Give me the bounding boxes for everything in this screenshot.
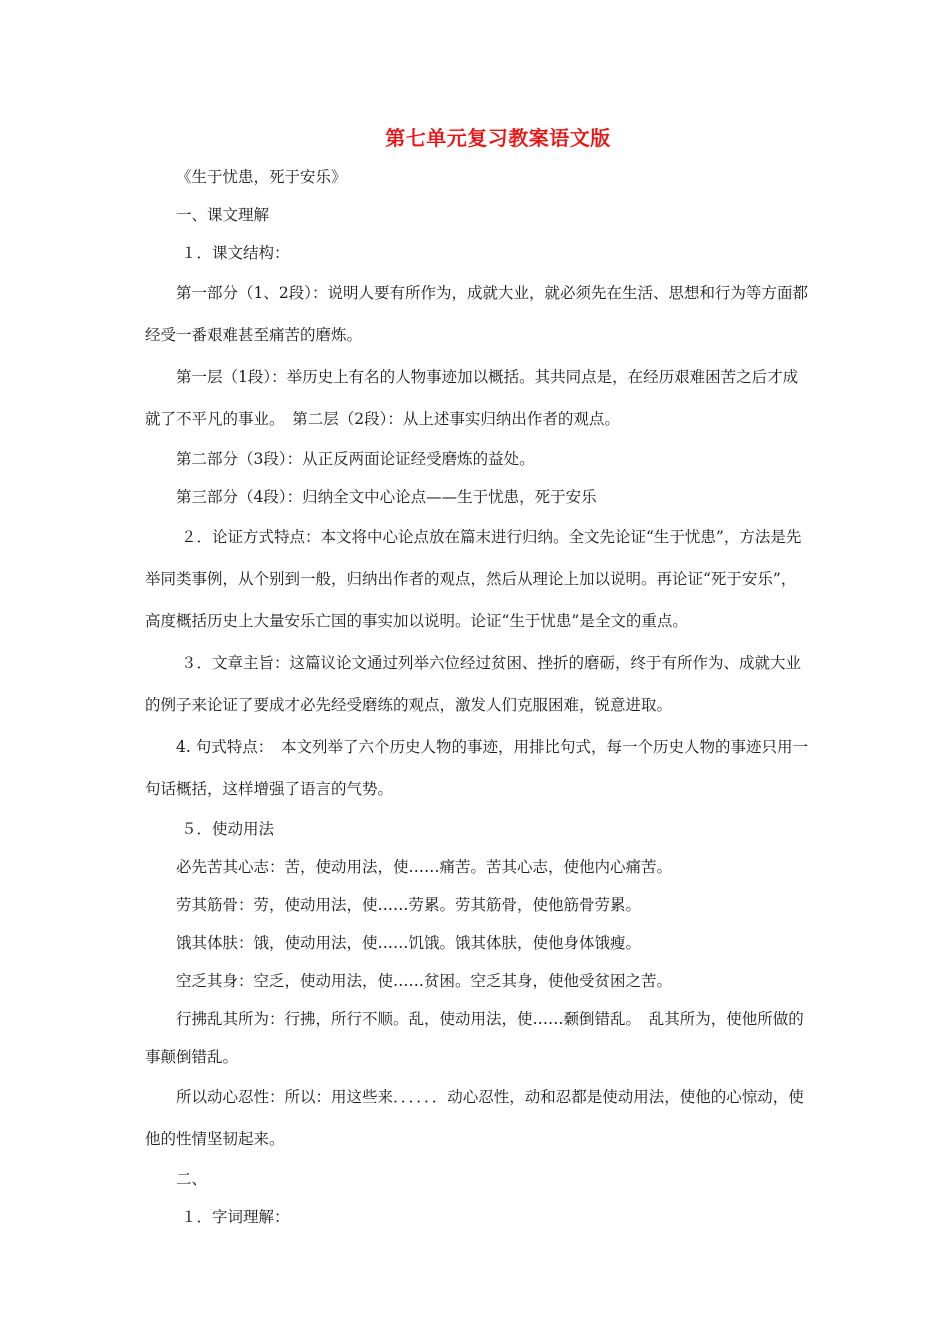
document-body [145, 158, 810, 1236]
section-heading-2: 二、 [176, 1170, 208, 1188]
paragraph-main-idea: ３．文章主旨：这篇议论文通过列举六位经过贫困、挫折的磨砺，终于有所作为、成就大业的例子来论证了要成才必先经受磨练的观点，激发人们克服困难，锐意进取。 [145, 654, 802, 714]
paragraph-sentence-features: 4. 句式特点： 本文列举了六个历史人物的事迹，用排比句式，每一个历史人物的事迹只用一句话概括，这样增强了语言的气势。 [145, 738, 808, 798]
example-line-1: 必先苦其心志：苦，使动用法，使……痛苦。苦其心志，使他内心痛苦。 [176, 858, 673, 876]
example-line-2: 劳其筋骨：劳，使动用法，使……劳累。劳其筋骨，使他筋骨劳累。 [176, 896, 642, 914]
example-line-5: 行拂乱其所为：行拂，所行不顺。乱，使动用法，使……颡倒错乱。 乱其所为，使他所做的事颠倒错乱。 [145, 1010, 804, 1066]
subheading-structure: １．课文结构： [181, 244, 290, 262]
text-title-reference: 《生于忧患，死于安乐》 [176, 168, 347, 186]
paragraph-part-three: 第三部分（4段）：归纳全文中心论点——生于忧患，死于安乐 [176, 488, 597, 506]
section-heading-1: 一、课文理解 [176, 206, 270, 224]
example-line-6: 所以动心忍性：所以：用这些来．．．．．．动心忍性，动和忍都是使动用法，使他的心惊动，使他的性情坚韧起来。 [145, 1088, 804, 1148]
paragraph-layers: 第一层（1段）：举历史上有名的人物事迹加以概括。其共同点是，在经历艰难困苦之后才成就了不平凡的事业。 第二层（2段）：从上述事实归纳出作者的观点。 [145, 368, 799, 428]
example-line-3: 饿其体肤：饿，使动用法，使……饥饿。饿其体肤，使他身体饿瘦。 [176, 934, 642, 952]
example-line-4: 空乏其身：空乏，使动用法，使……贫困。空乏其身，使他受贫困之苦。 [176, 972, 673, 990]
subheading-vocabulary: １．字词理解： [181, 1208, 290, 1226]
document-title: 第七单元复习教案语文版 [385, 126, 611, 150]
paragraph-argument-method: ２．论证方式特点：本文将中心论点放在篇末进行归纳。全文先论证“生于忧患”，方法是先举同类事例，从个别到一般，归纳出作者的观点，然后从理论上加以说明。再论证“死于安乐”，高度概括历史上大量安乐亡国的事实加以说明。论证“生于忧患”是全文的重点。 [145, 528, 802, 630]
paragraph-part-one: 第一部分（1、2段）：说明人要有所作为，成就大业，就必须先在生活、思想和行为等方面都经受一番艰难甚至痛苦的磨炼。 [145, 284, 808, 344]
paragraph-part-two: 第二部分（3段）：从正反两面论证经受磨炼的益处。 [176, 450, 535, 468]
subheading-causative-usage: ５．使动用法 [181, 820, 275, 838]
